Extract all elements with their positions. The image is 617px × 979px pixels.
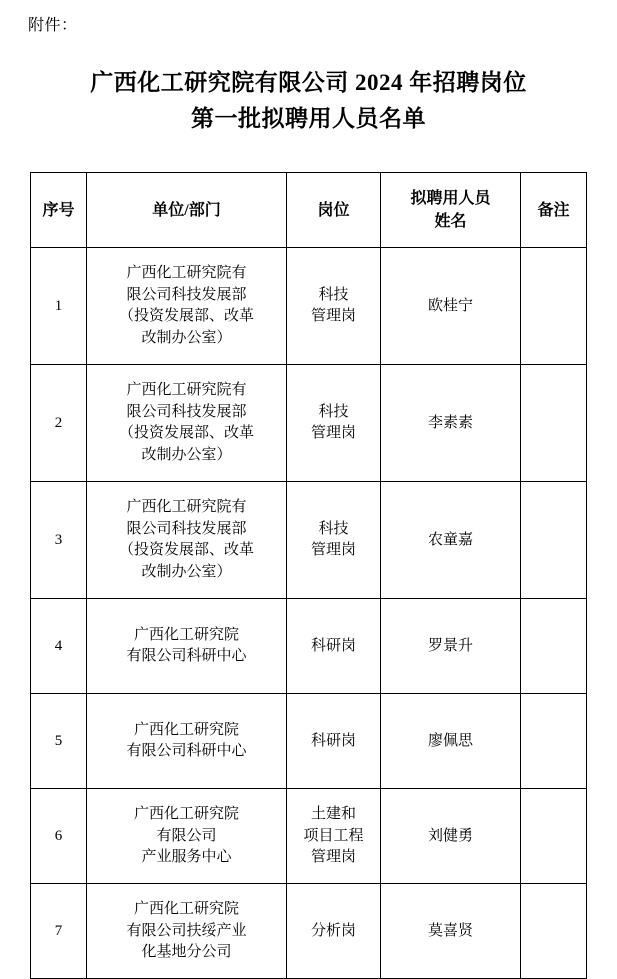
cell-dept <box>87 694 287 789</box>
cell-post <box>287 482 381 599</box>
cell-note <box>521 482 587 599</box>
post-line: 科研岗 <box>310 732 356 749</box>
cell-name: 罗景升 <box>381 599 521 694</box>
cell-index: 7 <box>31 884 87 979</box>
cell-index: 2 <box>31 365 87 482</box>
cell-dept <box>87 482 287 599</box>
cell-note <box>521 248 587 365</box>
table-row <box>31 365 587 482</box>
post-line: 管理岗 <box>310 849 356 866</box>
header-name-line-1: 拟聘用人员 <box>410 190 491 208</box>
dept-line: 改制办公室） <box>141 447 232 464</box>
page-title-line-2: 第一批拟聘用人员名单 <box>191 105 426 131</box>
cell-name: 欧桂宁 <box>381 248 521 365</box>
post-line: 土建和 <box>310 805 356 822</box>
cell-name: 李素素 <box>381 365 521 482</box>
post-line: 科技 <box>318 286 349 303</box>
cell-post <box>287 789 381 884</box>
dept-line: 产业服务中心 <box>141 849 232 866</box>
cell-name: 刘健勇 <box>381 789 521 884</box>
table-row <box>31 482 587 599</box>
dept-line: 有限公司 <box>156 827 217 844</box>
cell-post <box>287 248 381 365</box>
roster-table <box>30 172 587 979</box>
cell-dept <box>87 365 287 482</box>
dept-line: 有限公司扶绥产业 <box>126 922 247 939</box>
header-name-line-2: 姓名 <box>434 213 467 231</box>
cell-note <box>521 789 587 884</box>
cell-index: 1 <box>31 248 87 365</box>
cell-dept <box>87 599 287 694</box>
header-index: 序号 <box>31 173 87 248</box>
cell-note <box>521 694 587 789</box>
page-title-line-1: 广西化工研究院有限公司 2024 年招聘岗位 <box>90 70 527 96</box>
cell-index: 3 <box>31 482 87 599</box>
post-line: 科技 <box>318 520 349 537</box>
header-note: 备注 <box>521 173 587 248</box>
cell-index: 4 <box>31 599 87 694</box>
dept-line: 广西化工研究院 <box>133 721 239 738</box>
post-line: 管理岗 <box>310 425 356 442</box>
attachment-label: 附件： <box>28 17 78 34</box>
dept-line: 广西化工研究院有 <box>126 498 247 515</box>
dept-line: 有限公司科研中心 <box>126 743 247 760</box>
dept-line: （投资发展部、改革 <box>118 425 254 442</box>
dept-line: 广西化工研究院 <box>133 805 239 822</box>
dept-line: 限公司科技发展部 <box>126 403 247 420</box>
cell-name: 农童嘉 <box>381 482 521 599</box>
table-row <box>31 599 587 694</box>
dept-line: （投资发展部、改革 <box>118 542 254 559</box>
cell-dept <box>87 789 287 884</box>
cell-note <box>521 365 587 482</box>
dept-line: （投资发展部、改革 <box>118 308 254 325</box>
cell-post <box>287 599 381 694</box>
dept-line: 改制办公室） <box>141 564 232 581</box>
cell-dept <box>87 884 287 979</box>
header-post: 岗位 <box>287 173 381 248</box>
cell-post <box>287 365 381 482</box>
post-line: 科研岗 <box>310 637 356 654</box>
cell-name: 莫喜贤 <box>381 884 521 979</box>
cell-name: 廖佩思 <box>381 694 521 789</box>
table-header-row <box>31 173 587 248</box>
post-line: 科技 <box>318 403 349 420</box>
page-title <box>24 65 593 136</box>
dept-line: 广西化工研究院有 <box>126 381 247 398</box>
dept-line: 有限公司科研中心 <box>126 648 247 665</box>
dept-line: 广西化工研究院有 <box>126 264 247 281</box>
dept-line: 广西化工研究院 <box>133 626 239 643</box>
cell-dept <box>87 248 287 365</box>
post-line: 管理岗 <box>310 308 356 325</box>
table-row <box>31 694 587 789</box>
table-row <box>31 789 587 884</box>
cell-note <box>521 884 587 979</box>
header-name <box>381 173 521 248</box>
table-row <box>31 884 587 979</box>
header-dept: 单位/部门 <box>87 173 287 248</box>
table-row <box>31 248 587 365</box>
dept-line: 化基地分公司 <box>141 944 232 961</box>
cell-note <box>521 599 587 694</box>
cell-post <box>287 884 381 979</box>
dept-line: 改制办公室） <box>141 330 232 347</box>
cell-post <box>287 694 381 789</box>
dept-line: 广西化工研究院 <box>133 900 239 917</box>
cell-index: 6 <box>31 789 87 884</box>
post-line: 项目工程 <box>303 827 364 844</box>
post-line: 管理岗 <box>310 542 356 559</box>
cell-index: 5 <box>31 694 87 789</box>
dept-line: 限公司科技发展部 <box>126 520 247 537</box>
post-line: 分析岗 <box>310 922 356 939</box>
dept-line: 限公司科技发展部 <box>126 286 247 303</box>
